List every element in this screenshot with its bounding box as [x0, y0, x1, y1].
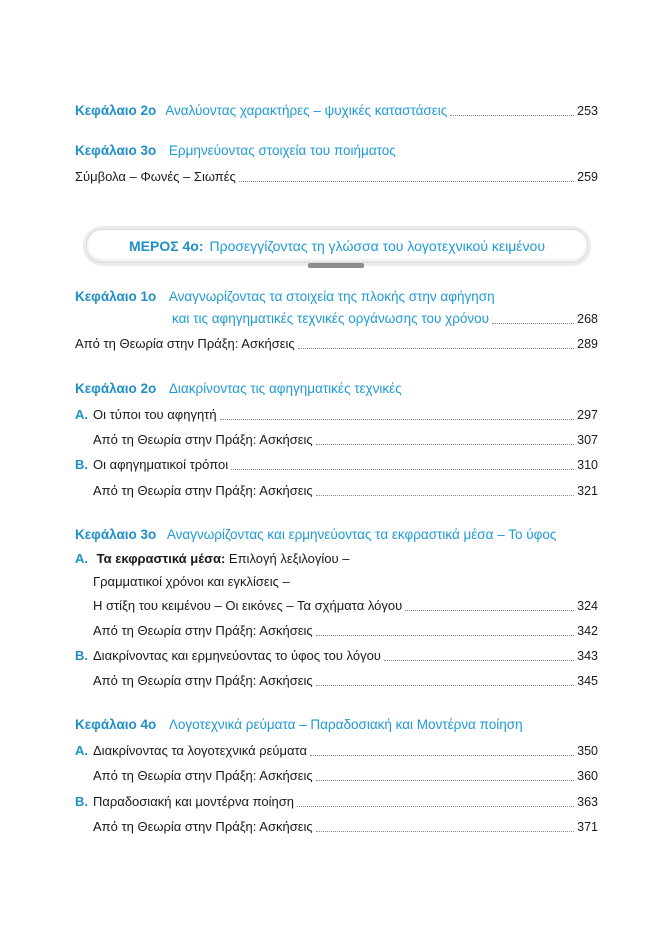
page-number: 289: [577, 337, 598, 351]
chapter-title: Ερμηνεύοντας στοιχεία του ποιήματος: [168, 143, 396, 158]
entry-text: Από τη Θεωρία στην Πράξη: Ασκήσεις: [93, 483, 313, 498]
dot-leader: [316, 443, 574, 445]
dot-leader: [316, 634, 574, 636]
toc-entry-a[interactable]: [75, 551, 349, 567]
entry-text: Σύμβολα – Φωνές – Σιωπές: [75, 169, 236, 184]
chapter-label: Κεφάλαιο 2ο: [75, 103, 157, 118]
page-number: 363: [577, 795, 598, 809]
entry-letter: Β.: [75, 648, 88, 663]
toc-entry-practice[interactable]: [93, 673, 598, 689]
page-number: 310: [577, 458, 598, 472]
page-number: 343: [577, 649, 598, 663]
entry-text: Από τη Θεωρία στην Πράξη: Ασκήσεις: [93, 673, 313, 688]
chapter-label: Κεφάλαιο 1ο: [75, 289, 157, 304]
part-banner: [86, 229, 588, 263]
entry-text: Οι τύποι του αφηγητή: [93, 407, 217, 422]
entry-text: Από τη Θεωρία στην Πράξη: Ασκήσεις: [93, 623, 313, 638]
toc-entry-practice[interactable]: [75, 336, 598, 352]
entry-text: Διακρίνοντας τα λογοτεχνικά ρεύματα: [93, 743, 307, 758]
chapter-label: Κεφάλαιο 4ο: [75, 717, 157, 732]
entry-bold-text: Τα εκφραστικά μέσα:: [96, 551, 226, 566]
dot-leader: [297, 805, 574, 807]
toc-entry-a[interactable]: [75, 743, 598, 759]
page-number: 324: [577, 599, 598, 613]
entry-letter: Β.: [75, 457, 88, 472]
entry-letter: Α.: [75, 407, 88, 422]
entry-text: Παραδοσιακή και μοντέρνα ποίηση: [93, 794, 294, 809]
entry-text-line3: Η στίξη του κειμένου – Οι εικόνες – Τα σχήματα λόγου: [93, 598, 403, 613]
toc-entry-practice[interactable]: [93, 768, 598, 784]
entry-letter: Α.: [75, 743, 88, 758]
dot-leader: [220, 418, 575, 420]
toc-chapter-3-top[interactable]: [75, 143, 396, 159]
page-number: 268: [577, 312, 598, 326]
part-label: ΜΕΡΟΣ 4ο:: [129, 238, 204, 254]
dot-leader: [450, 114, 574, 116]
banner-tab: [308, 263, 364, 268]
page-number: 360: [577, 769, 598, 783]
toc-entry-b[interactable]: [75, 457, 598, 473]
page-number: 345: [577, 674, 598, 688]
toc-entry-a-line3[interactable]: [93, 598, 598, 614]
entry-text-line1: Επιλογή λεξιλογίου –: [228, 551, 350, 566]
chapter-title-line2: και τις αφηγηματικές τεχνικές οργάνωσης του χρόνου: [172, 311, 490, 326]
toc-entry-a[interactable]: [75, 407, 598, 423]
chapter-label: Κεφάλαιο 3ο: [75, 527, 157, 542]
toc-entry-practice[interactable]: [93, 483, 598, 499]
chapter-title-line1: Αναγνωρίζοντας τα στοιχεία της πλοκής στην αφήγηση: [168, 289, 495, 304]
entry-letter: Β.: [75, 794, 88, 809]
toc-chapter-1-cont[interactable]: [172, 311, 598, 327]
page-number: 253: [577, 104, 598, 118]
entry-text: Από τη Θεωρία στην Πράξη: Ασκήσεις: [75, 336, 295, 351]
dot-leader: [384, 659, 574, 661]
chapter-title: Διακρίνοντας τις αφηγηματικές τεχνικές: [168, 381, 402, 396]
entry-letter: Α.: [75, 551, 88, 566]
page-number: 307: [577, 433, 598, 447]
dot-leader: [316, 779, 574, 781]
entry-text-line2: Γραμματικοί χρόνοι και εγκλίσεις –: [93, 574, 290, 589]
dot-leader: [310, 754, 574, 756]
chapter-label: Κεφάλαιο 3ο: [75, 143, 157, 158]
dot-leader: [405, 609, 574, 611]
toc-chapter-3[interactable]: [75, 527, 556, 543]
toc-chapter-1[interactable]: [75, 289, 495, 305]
entry-text: Από τη Θεωρία στην Πράξη: Ασκήσεις: [93, 819, 313, 834]
dot-leader: [239, 180, 574, 182]
dot-leader: [231, 468, 574, 470]
toc-chapter-2[interactable]: [75, 381, 402, 397]
chapter-label: Κεφάλαιο 2ο: [75, 381, 157, 396]
page-number: 342: [577, 624, 598, 638]
toc-chapter-4[interactable]: [75, 717, 523, 733]
toc-entry-a-line2: [93, 574, 290, 590]
toc-entry-practice[interactable]: [93, 819, 598, 835]
toc-entry-practice[interactable]: [93, 623, 598, 639]
entry-text: Διακρίνοντας και ερμηνεύοντας το ύφος του λόγου: [93, 648, 381, 663]
part-title: Προσεγγίζοντας τη γλώσσα του λογοτεχνικού κειμένου: [209, 238, 545, 254]
entry-text: Από τη Θεωρία στην Πράξη: Ασκήσεις: [93, 768, 313, 783]
page-number: 297: [577, 408, 598, 422]
page-number: 371: [577, 820, 598, 834]
dot-leader: [316, 684, 574, 686]
dot-leader: [316, 494, 574, 496]
toc-entry[interactable]: [75, 169, 598, 185]
page-number: 350: [577, 744, 598, 758]
toc-entry-b[interactable]: [75, 648, 598, 664]
toc-entry-practice[interactable]: [93, 432, 598, 448]
toc-entry-b[interactable]: [75, 794, 598, 810]
entry-text: Οι αφηγηματικοί τρόποι: [93, 457, 229, 472]
chapter-title: Αναγνωρίζοντας και ερμηνεύοντας τα εκφραστικά μέσα – Το ύφος: [166, 527, 557, 542]
page-number: 321: [577, 484, 598, 498]
page-number: 259: [577, 170, 598, 184]
dot-leader: [492, 322, 574, 324]
dot-leader: [298, 347, 574, 349]
chapter-title: Λογοτεχνικά ρεύματα – Παραδοσιακή και Μοντέρνα ποίηση: [168, 717, 523, 732]
entry-text: Από τη Θεωρία στην Πράξη: Ασκήσεις: [93, 432, 313, 447]
dot-leader: [316, 830, 574, 832]
chapter-title: Αναλύοντας χαρακτήρες – ψυχικές καταστάσεις: [165, 103, 448, 118]
toc-chapter-2-top[interactable]: [75, 103, 598, 119]
